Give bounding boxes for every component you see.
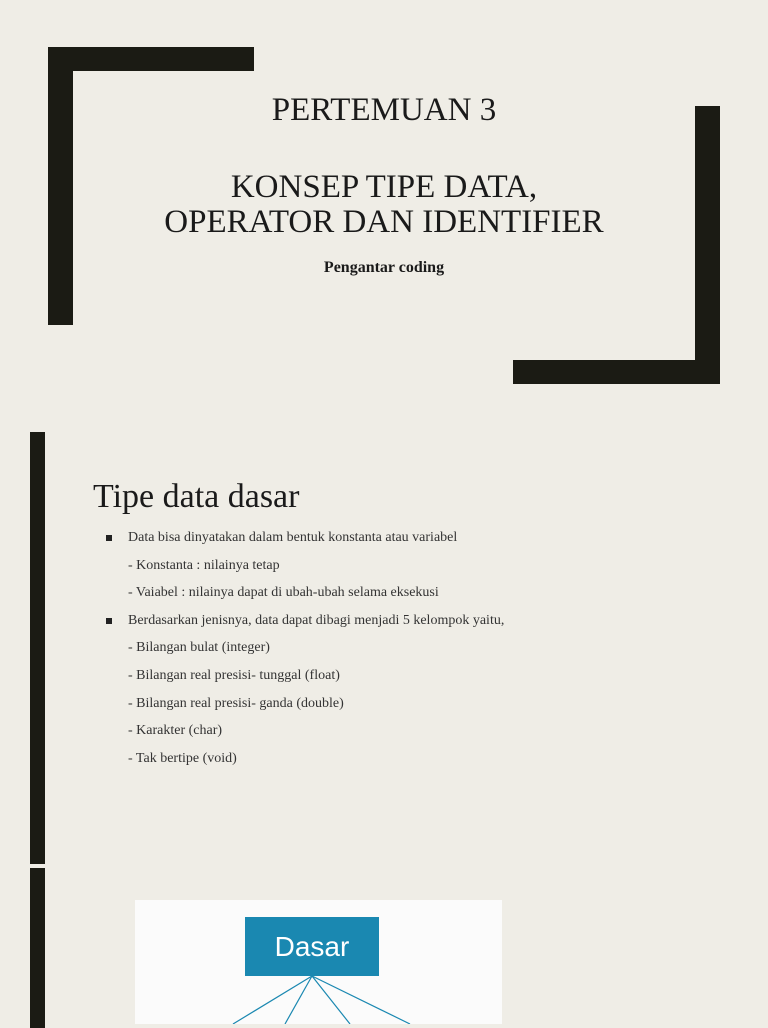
- item-text: - Karakter (char): [128, 723, 223, 739]
- item-text: - Konstanta : nilainya tetap: [128, 557, 280, 573]
- sub-item: [128, 717, 504, 745]
- sub-item: [128, 745, 504, 773]
- corner-bar-bottom-right-horizontal: [513, 360, 720, 384]
- corner-bar-top-left-horizontal: [48, 47, 254, 71]
- item-text: - Bilangan real presisi- ganda (double): [128, 695, 344, 711]
- content-slide: [0, 432, 768, 1024]
- left-accent-bar-upper: [30, 432, 45, 864]
- left-accent-bar-lower: [30, 868, 45, 1028]
- bullet-item: [128, 607, 504, 635]
- item-text: Data bisa dinyatakan dalam bentuk konstanta atau variabel: [128, 530, 458, 545]
- square-bullet-icon: [106, 618, 112, 624]
- item-text: - Bilangan bulat (integer): [128, 640, 270, 656]
- sub-item: [128, 634, 504, 662]
- slide-title-line-2: KONSEP TIPE DATA,: [230, 169, 538, 205]
- slide-subtitle: Pengantar coding: [323, 259, 445, 276]
- item-text: Berdasarkan jenisnya, data dapat dibagi menjadi 5 kelompok yaitu,: [128, 612, 505, 628]
- slide-title-line-3: OPERATOR DAN IDENTIFIER: [164, 204, 604, 240]
- title-slide: [0, 0, 768, 410]
- diagram-connectors: [135, 900, 502, 1024]
- item-text: - Vaiabel : nilainya dapat di ubah-ubah selama eksekusi: [128, 585, 439, 601]
- diagram-root-box: Dasar: [245, 917, 379, 976]
- content-list: [128, 524, 504, 772]
- square-bullet-icon: [106, 535, 112, 541]
- corner-bar-bottom-right-vertical: [695, 106, 720, 384]
- sub-item: [128, 662, 504, 690]
- sub-item: [128, 552, 504, 580]
- item-text: - Tak bertipe (void): [128, 750, 237, 766]
- bullet-item: [128, 524, 504, 552]
- slide-heading: Tipe data dasar: [93, 478, 300, 515]
- slide-title-line-1: PERTEMUAN 3: [271, 92, 497, 128]
- sub-item: [128, 690, 504, 718]
- data-type-diagram: [135, 900, 502, 1024]
- item-text: - Bilangan real presisi- tunggal (float): [128, 667, 340, 683]
- sub-item: [128, 579, 504, 607]
